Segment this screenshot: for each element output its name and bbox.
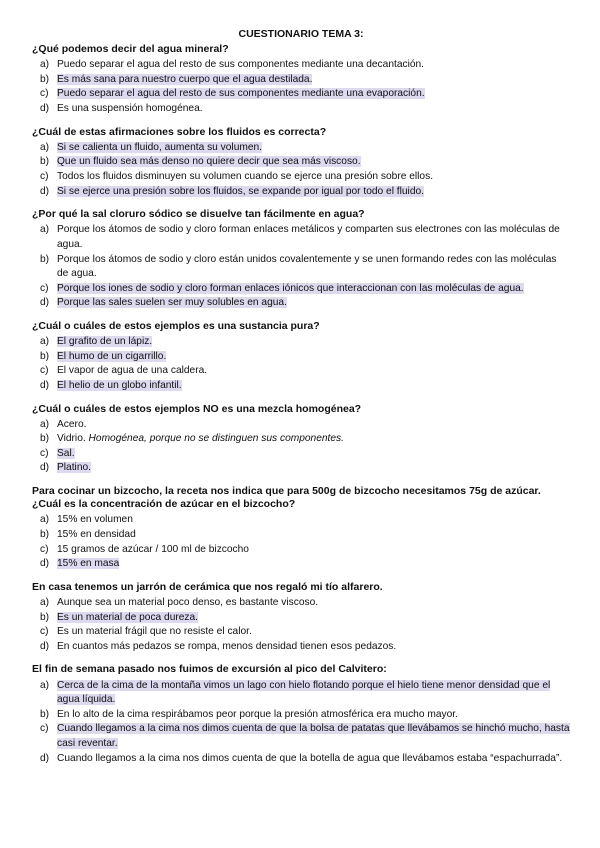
- question-text: Para cocinar un bizcocho, la receta nos indica que para 500g de bizcocho necesitamos 75g de azúcar. ¿Cuál es la concentración de azúcar en el bizcocho?: [32, 485, 541, 511]
- answer-option: [32, 557, 570, 572]
- option-letter: d): [40, 102, 50, 114]
- option-text: El grafito de un lápiz.: [57, 336, 153, 348]
- question-block: [32, 485, 570, 572]
- option-letter: d): [40, 462, 50, 474]
- answer-option: [32, 625, 570, 640]
- option-text: Porque los átomos de sodio y cloro están unidos covalentemente y se unen formando redes con las moléculas de agua.: [57, 253, 557, 280]
- option-text: Puedo separar el agua del resto de sus componentes mediante una decantación.: [57, 59, 424, 71]
- answer-option: [32, 87, 570, 102]
- option-text: Es un material de poca dureza.: [57, 611, 199, 623]
- option-text: Porque las sales suelen ser muy solubles en agua.: [57, 297, 287, 309]
- option-text: En cuantos más pedazos se rompa, menos densidad tienen esos pedazos.: [57, 640, 397, 652]
- option-text: 15% en densidad: [57, 529, 136, 541]
- answer-option: [32, 282, 570, 297]
- option-text: Vidrio.: [57, 433, 86, 445]
- option-letter: a): [40, 336, 50, 348]
- option-letter: c): [40, 170, 49, 182]
- option-letter: c): [40, 723, 49, 735]
- option-letter: d): [40, 379, 50, 391]
- option-text: Cerca de la cima de la montaña vimos un lago con hielo flotando porque el hielo tiene menor densidad que el agua líquida.: [57, 679, 551, 706]
- options-list: [32, 223, 570, 311]
- answer-option: [32, 253, 570, 282]
- option-text: Platino.: [57, 462, 91, 474]
- option-text: Cuando llegamos a la cima nos dimos cuenta de que la bolsa de patatas que llevábamos se hinchó mucho, hasta casi reventar.: [57, 723, 570, 750]
- option-letter: c): [40, 543, 49, 555]
- answer-option: [32, 185, 570, 200]
- option-text: Todos los fluidos disminuyen su volumen cuando se ejerce una presión sobre ellos.: [57, 170, 434, 182]
- question-text: ¿Qué podemos decir del agua mineral?: [32, 43, 229, 55]
- option-text: El humo de un cigarrillo.: [57, 350, 167, 362]
- options-list: [32, 513, 570, 571]
- answer-option: [32, 528, 570, 543]
- option-letter: d): [40, 185, 50, 197]
- answer-option: [32, 640, 570, 655]
- option-text: Sal.: [57, 447, 75, 459]
- option-letter: a): [40, 514, 50, 526]
- answer-option: [32, 102, 570, 117]
- answer-option: [32, 170, 570, 185]
- option-text: Es una suspensión homogénea.: [57, 102, 203, 114]
- answer-option: [32, 752, 570, 767]
- answer-option: [32, 223, 570, 252]
- options-list: [32, 679, 570, 767]
- question-block: [32, 403, 570, 477]
- answer-option: [32, 596, 570, 611]
- question-text: En casa tenemos un jarrón de cerámica que nos regaló mi tío alfarero.: [32, 580, 383, 593]
- option-letter: c): [40, 88, 49, 100]
- option-text: 15 gramos de azúcar / 100 ml de bizcocho: [57, 543, 249, 555]
- answer-option: [32, 364, 570, 379]
- option-text: El vapor de agua de una caldera.: [57, 365, 208, 377]
- answer-option: [32, 679, 570, 708]
- option-letter: a): [40, 597, 50, 609]
- option-text: 15% en volumen: [57, 514, 133, 526]
- answer-option: [32, 447, 570, 462]
- option-letter: b): [40, 433, 50, 445]
- question-text: El fin de semana pasado nos fuimos de excursión al pico del Calvitero:: [32, 663, 387, 676]
- question-block: [32, 43, 570, 117]
- question-block: [32, 663, 570, 766]
- option-text: 15% en masa: [57, 558, 120, 570]
- answer-option: [32, 296, 570, 311]
- options-list: [32, 141, 570, 199]
- option-text: El helio de un globo infantil.: [57, 379, 182, 391]
- option-letter: b): [40, 253, 50, 265]
- option-letter: d): [40, 640, 50, 652]
- option-letter: b): [40, 73, 50, 85]
- question-block: [32, 581, 570, 655]
- options-list: [32, 596, 570, 654]
- option-text: Que un fluido sea más denso no quiere decir que sea más viscoso.: [57, 156, 361, 168]
- options-list: [32, 58, 570, 116]
- option-letter: b): [40, 529, 50, 541]
- question-text: ¿Por qué la sal cloruro sódico se disuelve tan fácilmente en agua?: [32, 208, 365, 221]
- option-letter: a): [40, 141, 50, 153]
- option-note: Homogénea, porque no se distinguen sus componentes.: [88, 433, 344, 445]
- answer-option: [32, 155, 570, 170]
- option-text: Cuando llegamos a la cima nos dimos cuenta de que la botella de agua que llevábamos estaba “espachurrada”.: [57, 752, 563, 764]
- options-list: [32, 418, 570, 476]
- question-text: ¿Cuál de estas afirmaciones sobre los fluidos es correcta?: [32, 125, 327, 138]
- question-block: [32, 126, 570, 200]
- option-text: Es un material frágil que no resiste el calor.: [57, 626, 252, 638]
- option-letter: b): [40, 708, 50, 720]
- answer-option: [32, 350, 570, 365]
- option-text: Es más sana para nuestro cuerpo que el agua destilada.: [57, 73, 313, 85]
- option-letter: c): [40, 447, 49, 459]
- option-text: Puedo separar el agua del resto de sus componentes mediante una evaporación.: [57, 88, 425, 100]
- question-block: [32, 208, 570, 311]
- answer-option: [32, 543, 570, 558]
- option-letter: d): [40, 558, 50, 570]
- option-text: Si se ejerce una presión sobre los fluidos, se expande por igual por todo el fluido.: [57, 185, 424, 197]
- option-letter: a): [40, 679, 50, 691]
- question-text: ¿Cuál o cuáles de estos ejemplos es una sustancia pura?: [32, 319, 320, 332]
- questions-list: [32, 43, 570, 766]
- option-letter: a): [40, 59, 50, 71]
- option-text: Acero.: [57, 418, 87, 430]
- option-text: Aunque sea un material poco denso, es bastante viscoso.: [57, 597, 319, 609]
- option-text: Si se calienta un fluido, aumenta su volumen.: [57, 141, 263, 153]
- answer-option: [32, 335, 570, 350]
- question-block: [32, 320, 570, 394]
- option-letter: a): [40, 224, 50, 236]
- option-letter: b): [40, 350, 50, 362]
- option-text: En lo alto de la cima respirábamos peor porque la presión atmosférica era mucho mayor.: [57, 708, 458, 720]
- option-text: Porque los iones de sodio y cloro forman enlaces iónicos que interaccionan con las moléculas de agua.: [57, 282, 524, 294]
- option-letter: c): [40, 626, 49, 638]
- answer-option: [32, 432, 570, 447]
- option-letter: c): [40, 365, 49, 377]
- answer-option: [32, 722, 570, 751]
- page-title: CUESTIONARIO TEMA 3:: [238, 28, 364, 40]
- question-text: ¿Cuál o cuáles de estos ejemplos NO es una mezcla homogénea?: [32, 402, 362, 415]
- answer-option: [32, 708, 570, 723]
- answer-option: [32, 379, 570, 394]
- answer-option: [32, 418, 570, 433]
- answer-option: [32, 58, 570, 73]
- answer-option: [32, 611, 570, 626]
- option-letter: b): [40, 611, 50, 623]
- option-letter: c): [40, 282, 49, 294]
- answer-option: [32, 141, 570, 156]
- option-text: Porque los átomos de sodio y cloro forman enlaces metálicos y comparten sus electrones con las moléculas de agua.: [57, 224, 560, 250]
- option-letter: b): [40, 156, 50, 168]
- options-list: [32, 335, 570, 393]
- option-letter: d): [40, 297, 50, 309]
- answer-option: [32, 461, 570, 476]
- answer-option: [32, 513, 570, 528]
- option-letter: a): [40, 418, 50, 430]
- option-letter: d): [40, 752, 50, 764]
- answer-option: [32, 73, 570, 88]
